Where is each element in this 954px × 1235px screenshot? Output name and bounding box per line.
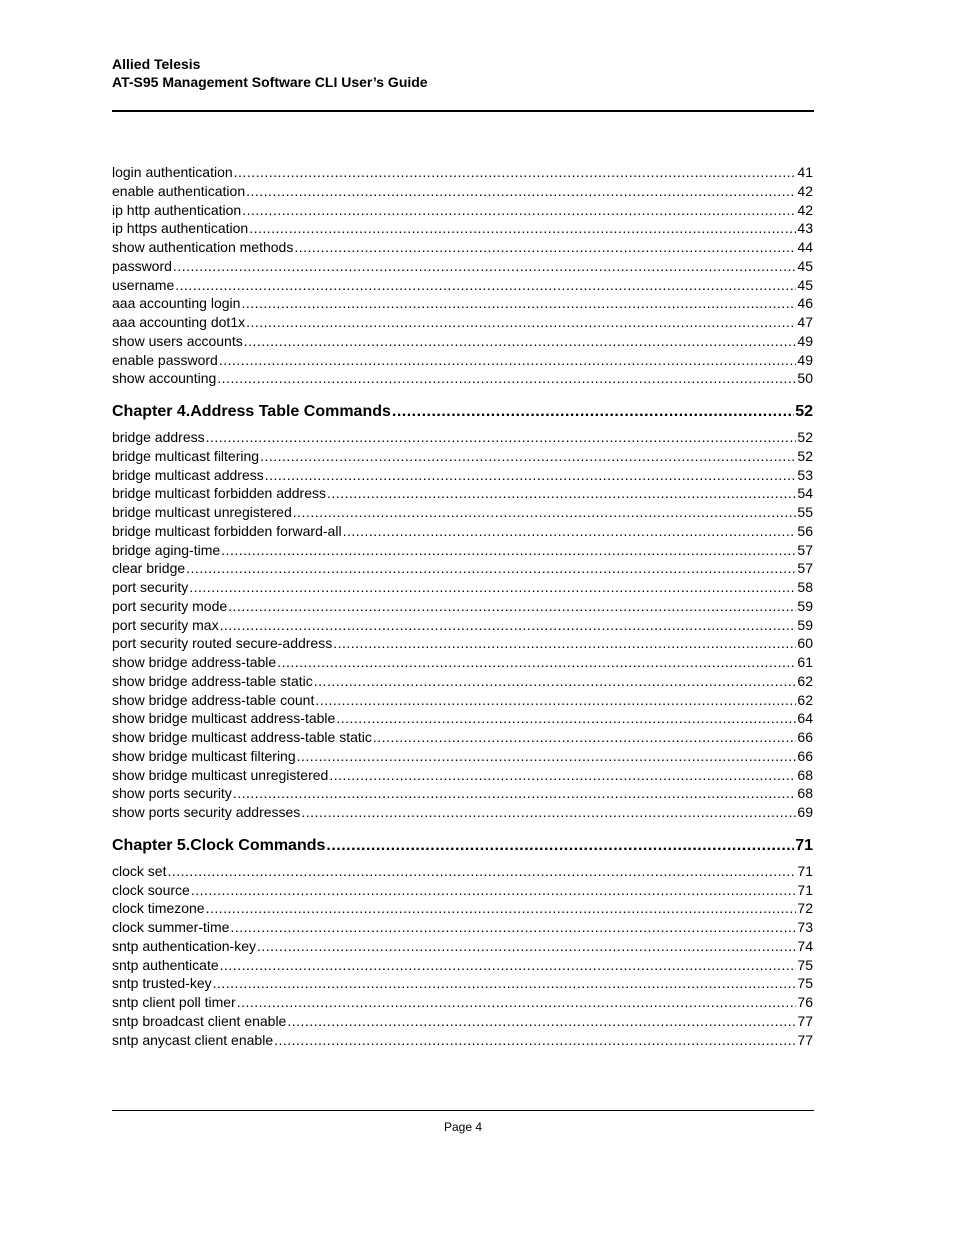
toc-leader-dots — [242, 201, 796, 220]
header-divider — [112, 110, 814, 112]
toc-entry[interactable] — [112, 447, 813, 466]
toc-entry-page: 68 — [797, 766, 813, 783]
toc-entry-title: port security routed secure-address — [112, 635, 333, 652]
toc-entry[interactable] — [112, 691, 813, 710]
toc-entry[interactable] — [112, 466, 813, 485]
toc-entry[interactable] — [112, 616, 813, 635]
toc-entry[interactable] — [112, 634, 813, 653]
company-name: Allied Telesis — [112, 56, 201, 72]
toc-entry[interactable] — [112, 803, 813, 822]
toc-entry[interactable] — [112, 597, 813, 616]
toc-entry[interactable] — [112, 766, 813, 785]
toc-entry[interactable] — [112, 956, 813, 975]
toc-leader-dots — [265, 466, 797, 485]
toc-entry[interactable] — [112, 257, 813, 276]
toc-entry-title: show authentication methods — [112, 239, 294, 255]
toc-entry-title: show bridge address-table — [112, 654, 277, 670]
toc-entry-page: 75 — [797, 956, 813, 973]
toc-leader-dots — [294, 238, 796, 257]
toc-leader-dots — [234, 163, 797, 182]
toc-entry-title: show accounting — [112, 370, 217, 387]
toc-entry-page: 75 — [797, 975, 813, 992]
toc-entry[interactable] — [112, 484, 813, 503]
toc-entry[interactable] — [112, 182, 813, 201]
toc-entry-title: sntp broadcast client enable — [112, 1012, 287, 1029]
toc-entry-page: 68 — [797, 785, 813, 802]
toc-entry[interactable] — [112, 522, 813, 541]
toc-entry-page: 42 — [797, 201, 813, 218]
toc-chapter-page: 52 — [795, 403, 813, 420]
toc-section-address-table — [112, 428, 813, 822]
toc-entry-page: 71 — [797, 881, 813, 898]
toc-chapter-title: Chapter 4.Address Table Commands — [112, 403, 391, 420]
document-header — [112, 55, 428, 91]
toc-entry-page: 45 — [797, 257, 813, 274]
toc-entry-title: aaa accounting dot1x — [112, 314, 246, 330]
toc-leader-dots — [237, 993, 797, 1012]
toc-entry[interactable] — [112, 332, 813, 351]
toc-leader-dots — [392, 400, 794, 424]
toc-entry-title: show bridge multicast address-table static — [112, 729, 372, 745]
document-title: AT-S95 Management Software CLI User’s Guide — [112, 74, 428, 90]
toc-entry[interactable] — [112, 238, 813, 257]
toc-entry[interactable] — [112, 163, 813, 182]
toc-entry-page: 62 — [797, 672, 813, 689]
toc-leader-dots — [326, 834, 794, 858]
toc-leader-dots — [175, 276, 796, 295]
toc-entry[interactable] — [112, 937, 813, 956]
toc-entry[interactable] — [112, 276, 813, 295]
toc-entry-page: 77 — [797, 1012, 813, 1029]
toc-entry[interactable] — [112, 313, 813, 332]
toc-entry[interactable] — [112, 1031, 813, 1050]
toc-entry-title: aaa accounting login — [112, 295, 241, 312]
toc-entry-title: sntp anycast client enable — [112, 1031, 274, 1048]
toc-entry-title: sntp client poll timer — [112, 994, 236, 1010]
toc-leader-dots — [257, 937, 796, 956]
toc-leader-dots — [293, 503, 797, 522]
toc-entry-title: enable authentication — [112, 182, 246, 199]
toc-entry-page: 62 — [797, 691, 813, 708]
toc-entry[interactable] — [112, 728, 813, 747]
toc-entry-page: 57 — [797, 560, 813, 577]
toc-leader-dots — [206, 899, 797, 918]
toc-entry-page: 66 — [797, 747, 813, 764]
toc-leader-dots — [213, 974, 797, 993]
toc-entry-title: clock summer-time — [112, 919, 230, 935]
toc-entry-page: 54 — [797, 485, 813, 502]
toc-entry[interactable] — [112, 881, 813, 900]
toc-entry-title: bridge address — [112, 429, 205, 445]
toc-entry-page: 46 — [797, 295, 813, 312]
toc-entry-title: ip http authentication — [112, 201, 242, 218]
toc-entry-page: 49 — [797, 332, 813, 349]
toc-leader-dots — [246, 313, 796, 332]
toc-entry-page: 74 — [797, 937, 813, 954]
toc-entry[interactable] — [112, 219, 813, 238]
toc-entry[interactable] — [112, 369, 813, 388]
toc-entry-title: ip https authentication — [112, 220, 249, 237]
toc-leader-dots — [206, 428, 797, 447]
toc-entry-title: sntp trusted-key — [112, 975, 212, 992]
toc-entry[interactable] — [112, 672, 813, 691]
toc-leader-dots — [173, 257, 797, 276]
toc-leader-dots — [297, 747, 797, 766]
toc-entry[interactable] — [112, 578, 813, 597]
toc-entry-page: 42 — [797, 182, 813, 199]
toc-entry-title: bridge multicast forbidden forward-all — [112, 522, 342, 539]
toc-leader-dots — [189, 578, 796, 597]
toc-leader-dots — [186, 559, 796, 578]
toc-entry-page: 69 — [797, 804, 813, 820]
toc-entry[interactable] — [112, 559, 813, 578]
toc-entry-page: 45 — [797, 276, 813, 293]
toc-entry[interactable] — [112, 351, 813, 370]
toc-leader-dots — [336, 709, 796, 728]
page-number: Page 4 — [443, 1120, 483, 1134]
toc-entry-title: clock set — [112, 862, 167, 879]
toc-chapter-4[interactable] — [112, 400, 813, 424]
table-of-contents — [112, 163, 813, 1049]
footer-divider — [112, 1110, 814, 1111]
toc-leader-dots — [191, 881, 797, 900]
toc-leader-dots — [333, 634, 796, 653]
toc-entry-title: show bridge address-table count — [112, 691, 315, 708]
toc-section-authentication — [112, 163, 813, 388]
toc-entry[interactable] — [112, 784, 813, 803]
toc-entry[interactable] — [112, 993, 813, 1012]
toc-entry-title: bridge multicast filtering — [112, 447, 260, 464]
toc-leader-dots — [221, 541, 796, 560]
toc-leader-dots — [260, 447, 796, 466]
toc-leader-dots — [228, 597, 796, 616]
toc-entry-title: password — [112, 257, 172, 274]
toc-leader-dots — [167, 862, 796, 881]
toc-entry-title: show users accounts — [112, 332, 243, 349]
toc-leader-dots — [219, 351, 797, 370]
toc-entry-title: bridge aging-time — [112, 541, 221, 558]
toc-entry[interactable] — [112, 503, 813, 522]
toc-entry-page: 52 — [797, 429, 813, 445]
toc-leader-dots — [301, 803, 796, 822]
toc-entry[interactable] — [112, 862, 813, 881]
toc-entry-page: 55 — [797, 504, 813, 520]
toc-entry-page: 76 — [797, 994, 813, 1010]
toc-leader-dots — [241, 294, 796, 313]
toc-entry-title: show bridge multicast address-table — [112, 710, 336, 727]
toc-entry-page: 56 — [797, 522, 813, 539]
toc-entry-title: port security — [112, 579, 189, 595]
toc-entry[interactable] — [112, 1012, 813, 1031]
toc-leader-dots — [244, 332, 797, 351]
toc-chapter-title: Chapter 5.Clock Commands — [112, 836, 326, 854]
toc-entry-page: 50 — [797, 370, 813, 387]
toc-entry[interactable] — [112, 428, 813, 447]
toc-leader-dots — [246, 182, 796, 201]
toc-entry-page: 52 — [797, 447, 813, 464]
toc-leader-dots — [220, 616, 797, 635]
toc-leader-dots — [315, 691, 796, 710]
toc-leader-dots — [287, 1012, 796, 1031]
toc-section-clock — [112, 862, 813, 1050]
toc-entry[interactable] — [112, 541, 813, 560]
toc-entry[interactable] — [112, 653, 813, 672]
toc-entry-title: bridge multicast forbidden address — [112, 485, 327, 502]
toc-entry-page: 77 — [797, 1031, 813, 1048]
toc-entry[interactable] — [112, 709, 813, 728]
toc-entry-page: 47 — [797, 314, 813, 330]
toc-entry[interactable] — [112, 294, 813, 313]
toc-entry-title: sntp authentication-key — [112, 937, 256, 954]
toc-entry-title: clock source — [112, 881, 190, 898]
toc-entry-title: show bridge address-table static — [112, 672, 313, 689]
toc-entry[interactable] — [112, 899, 813, 918]
toc-entry[interactable] — [112, 201, 813, 220]
toc-entry-page: 61 — [797, 654, 813, 670]
toc-entry-title: sntp authenticate — [112, 956, 219, 973]
toc-leader-dots — [327, 484, 796, 503]
toc-entry-title: clock timezone — [112, 900, 205, 917]
toc-leader-dots — [274, 1031, 796, 1050]
toc-entry-title: login authentication — [112, 164, 233, 180]
toc-leader-dots — [233, 784, 797, 803]
toc-entry-page: 66 — [797, 729, 813, 745]
toc-entry[interactable] — [112, 974, 813, 993]
toc-entry-page: 58 — [797, 579, 813, 595]
toc-entry-page: 44 — [797, 239, 813, 255]
toc-leader-dots — [277, 653, 796, 672]
toc-entry-page: 41 — [797, 164, 813, 180]
toc-leader-dots — [343, 522, 797, 541]
toc-entry-page: 64 — [797, 710, 813, 727]
toc-leader-dots — [314, 672, 797, 691]
toc-entry-page: 57 — [797, 541, 813, 558]
toc-entry-page: 73 — [797, 919, 813, 935]
toc-entry-title: port security max — [112, 616, 219, 633]
toc-entry-title: show bridge multicast unregistered — [112, 766, 329, 783]
toc-chapter-page: 71 — [795, 836, 813, 854]
toc-entry-title: show ports security addresses — [112, 804, 301, 820]
toc-entry-title: clear bridge — [112, 560, 186, 577]
toc-entry-title: show ports security — [112, 785, 232, 802]
toc-entry-page: 71 — [797, 862, 813, 879]
toc-entry-title: enable password — [112, 351, 218, 368]
toc-entry-page: 72 — [797, 900, 813, 917]
toc-entry-title: username — [112, 276, 175, 293]
toc-leader-dots — [230, 918, 796, 937]
toc-leader-dots — [220, 956, 797, 975]
toc-entry-page: 43 — [797, 220, 813, 237]
toc-entry-page: 59 — [797, 616, 813, 633]
toc-leader-dots — [329, 766, 796, 785]
toc-entry-title: bridge multicast unregistered — [112, 504, 292, 520]
toc-entry-title: show bridge multicast filtering — [112, 747, 296, 764]
toc-entry-page: 49 — [797, 351, 813, 368]
toc-leader-dots — [217, 369, 796, 388]
toc-leader-dots — [373, 728, 797, 747]
toc-entry[interactable] — [112, 747, 813, 766]
toc-entry-page: 59 — [797, 597, 813, 614]
toc-chapter-5[interactable] — [112, 834, 813, 858]
toc-entry-page: 53 — [797, 466, 813, 483]
toc-entry-page: 60 — [797, 635, 813, 652]
toc-entry[interactable] — [112, 918, 813, 937]
toc-leader-dots — [249, 219, 796, 238]
toc-entry-title: bridge multicast address — [112, 466, 264, 483]
toc-entry-title: port security mode — [112, 597, 228, 614]
